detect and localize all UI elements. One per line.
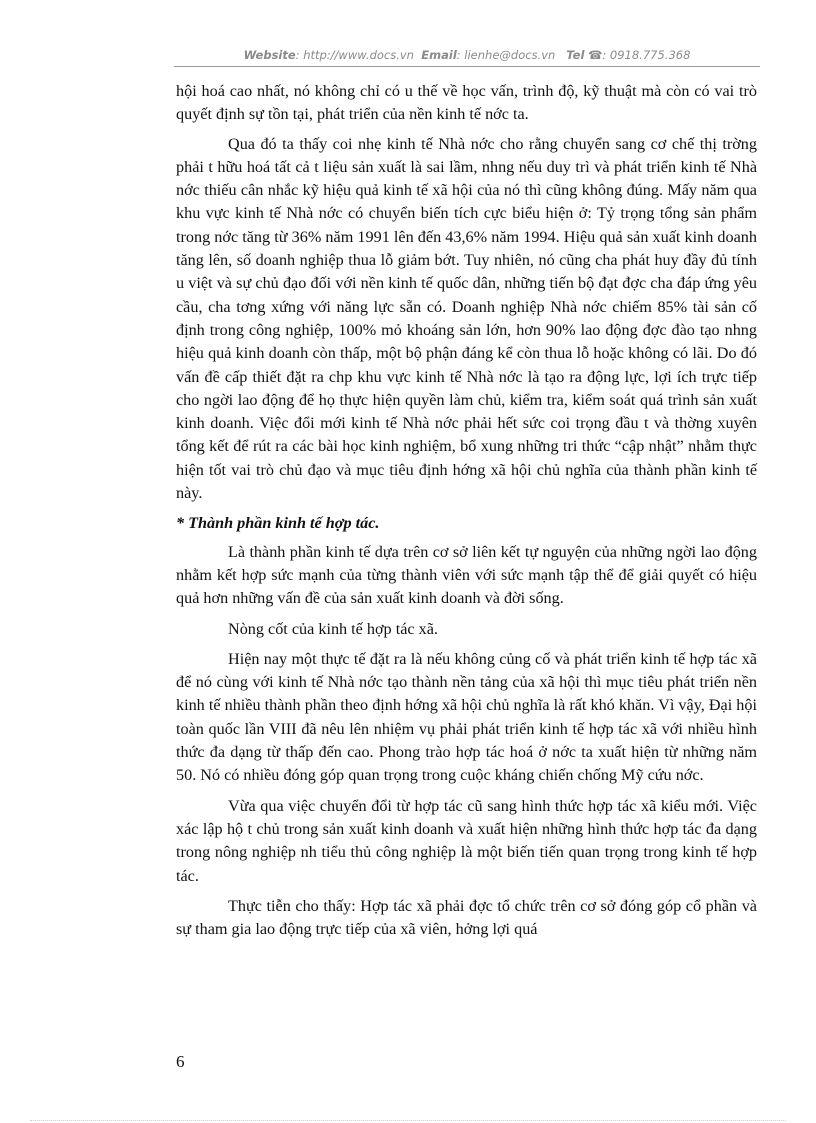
phone-icon: ☎ (588, 48, 603, 62)
page-number: 6 (176, 1052, 185, 1071)
footer-divider (30, 1120, 786, 1121)
paragraph-7: Thực tiễn cho thấy: Hợp tác xã phải đợc tổ chức trên cơ sở đóng góp cổ phần và sự tham gia lao động trực tiếp của xã viên, hởng lợi quá (176, 896, 757, 939)
paragraph-6: Vừa qua việc chuyển đổi từ hợp tác cũ sang hình thức hợp tác xã kiểu mới. Việc xác lập hộ t chủ trong sản xuất kinh doanh và xuất hiện những hình thức hợp tác đa dạng trong nông nghiệp nh tiểu thủ công nghiệp là một biến tiến quan trọng trong kinh tế hợp tác. (176, 796, 757, 885)
website-label: Website (243, 48, 296, 62)
paragraph-5: Hiện nay một thực tế đặt ra là nếu không củng cố và phát triển kinh tế hợp tác xã để nó cùng với kinh tế Nhà nớc tạo thành nền tảng của xã hội thì mục tiêu phát triển nền kinh tế nhiều thành phần theo định hớng xã hội chủ nghĩa là rất khó khăn. Vì vậy, Đại hội toàn quốc lần VIII đã nêu lên nhiệm vụ phải phát triển kinh tế hợp tác xã với nhiều hình thức đa dạng từ thấp đến cao. Phong trào hợp tác hoá ở nớc ta xuất hiện từ những năm 50. Nó có nhiều đóng góp quan trọng trong cuộc kháng chiến chống Mỹ cứu nớc. (176, 649, 757, 785)
paragraph-4: Nòng cốt của kinh tế hợp tác xã. (228, 619, 438, 638)
email-value: : lienhe@docs.vn (456, 48, 556, 62)
paragraph-3: Là thành phần kinh tế dựa trên cơ sở liên kết tự nguyện của những ngời lao động nhằm kết hợp sức mạnh của từng thành viên với sức mạnh tập thể để giải quyết có hiệu quả hơn những vấn đề của sản xuất kinh doanh và đời sống. (176, 542, 757, 608)
document-body (176, 80, 757, 941)
email-label: Email (421, 48, 457, 62)
paragraph-2: Qua đó ta thấy coi nhẹ kinh tế Nhà nớc cho rằng chuyển sang cơ chế thị trờng phải t hữu hoá tất cả t liệu sản xuất là sai lầm, nhng nếu duy trì và phát triển kinh tế Nhà nớc thiếu cân nhắc kỹ hiệu quả kinh tế xã hội của nó thì cũng không đúng. Mấy năm qua khu vực kinh tế Nhà nớc có chuyển biến tích cực biểu hiện ở: Tỷ trọng tổng sản phẩm trong nớc tăng từ 36% năm 1991 lên đến 43,6% năm 1994. Hiệu quả sản xuất kinh doanh tăng lên, số doanh nghiệp thua lỗ giảm bớt. Tuy nhiên, nó cũng cha phát huy đầy đủ tính u việt và sự chủ đạo đối với nền kinh tế quốc dân, những tiến bộ đạt đợc cha đáp ứng yêu cầu, cha tơng xứng với năng lực sẵn có. Doanh nghiệp Nhà nớc chiếm 85% tài sản cố định trong công nghiệp, 100% mỏ khoáng sản lớn, hơn 90% lao động đợc đào tạo nhng hiệu quả kinh doanh còn thấp, một bộ phận đáng kể còn thua lỗ hoặc không có lãi. Do đó vấn đề cấp thiết đặt ra chp khu vực kinh tế Nhà nớc là tạo ra động lực, lợi ích trực tiếp cho ngời lao động để họ thực hiện quyền làm chủ, kiểm tra, kiểm soát quá trình sản xuất kinh doanh. Việc đổi mới kinh tế Nhà nớc phải hết sức coi trọng đầu t và thờng xuyên tổng kết để rút ra các bài học kinh nghiệm, bổ xung những tri thức “cập nhật” nhằm thực hiện tốt vai trò chủ đạo và mục tiêu định hớng xã hội chủ nghĩa của thành phần kinh tế này. (176, 134, 757, 503)
tel-value: : 0918.775.368 (602, 48, 691, 62)
tel-label: Tel (566, 48, 585, 62)
header-divider (174, 66, 760, 67)
section-heading: * Thành phần kinh tế hợp tác. (176, 514, 380, 533)
paragraph-1: hội hoá cao nhất, nó không chỉ có u thế về học vấn, trình độ, kỹ thuật mà còn có vai trò quyết định sự tồn tại, phát triển của nền kinh tế nớc ta. (176, 82, 757, 124)
website-value: : http://www.docs.vn (295, 48, 414, 62)
page-header (174, 48, 760, 62)
